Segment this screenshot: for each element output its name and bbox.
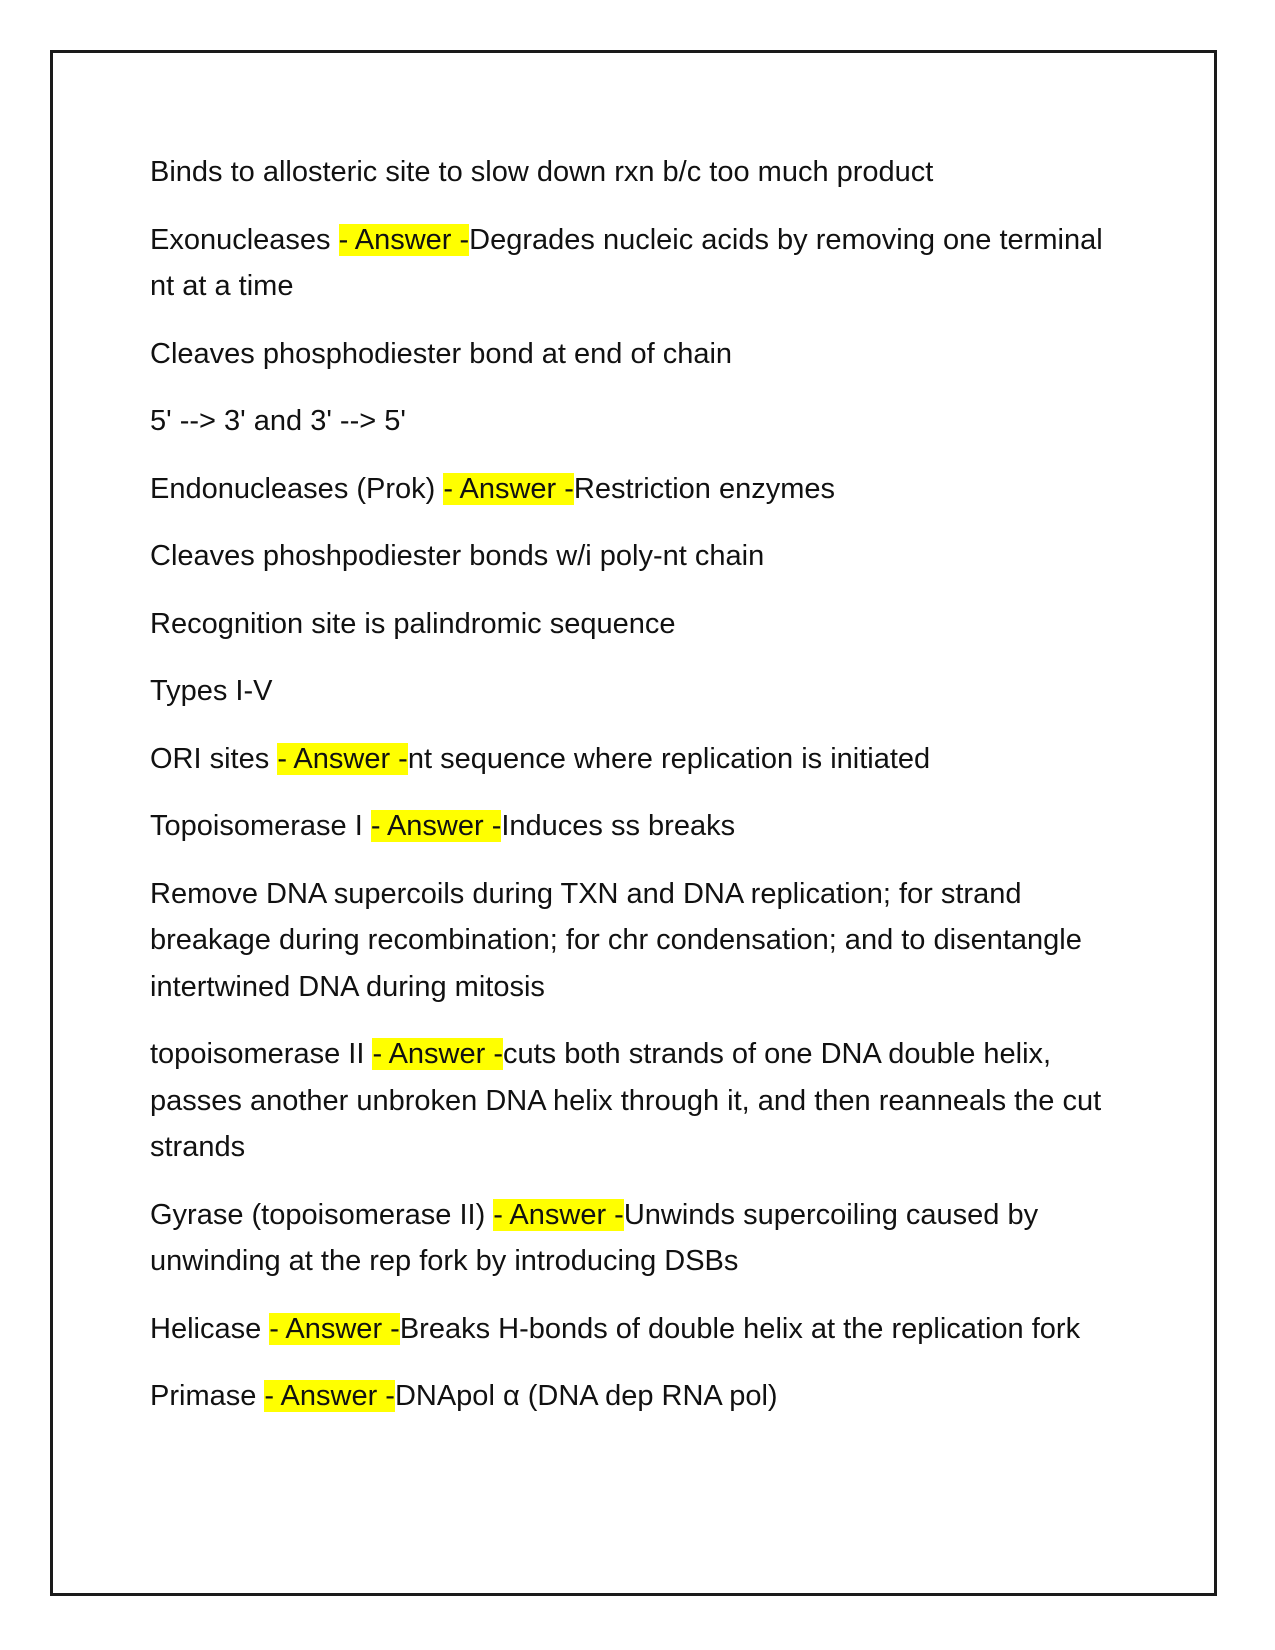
document-body: [150, 149, 1110, 1441]
answer-highlight: - Answer -: [269, 1312, 400, 1345]
definition-text: nt sequence where replication is initiated: [407, 742, 931, 775]
paragraph: [150, 149, 1110, 196]
definition-text: 5' --> 3' and 3' --> 5': [150, 405, 406, 437]
definition-text: Restriction enzymes: [573, 472, 835, 505]
answer-highlight: - Answer -: [277, 742, 408, 775]
paragraph: [150, 871, 1110, 1011]
term: Gyrase (topoisomerase II): [150, 1198, 494, 1231]
flashcard-entry: [150, 1192, 1110, 1285]
definition-text: Binds to allosteric site to slow down rxn b/c too much product: [150, 156, 934, 188]
term: ORI sites: [150, 742, 278, 775]
definition-text: Cleaves phoshpodiester bonds w/i poly-nt chain: [150, 540, 765, 572]
definition-text: cuts both strands of one DNA double helix, passes another unbroken DNA helix through it, and then reanneals the cut strands: [150, 1038, 1102, 1163]
definition-text: Remove DNA supercoils during TXN and DNA replication; for strand breakage during recombination; for chr condensation; and to disentangle intertwined DNA during mitosis: [150, 877, 1082, 1003]
flashcard-entry: [150, 1306, 1110, 1353]
flashcard-entry: [150, 1031, 1110, 1171]
definition-text: DNApol α (DNA dep RNA pol): [394, 1380, 778, 1412]
term: Primase: [150, 1380, 265, 1412]
term: topoisomerase II: [150, 1038, 373, 1070]
definition-text: Breaks H-bonds of double helix at the replication fork: [399, 1312, 1081, 1345]
definition-text: Recognition site is palindromic sequence: [150, 607, 676, 640]
flashcard-entry: [150, 466, 1110, 513]
flashcard-entry: [150, 217, 1110, 310]
paragraph: [150, 331, 1110, 378]
paragraph: [150, 533, 1110, 580]
flashcard-entry: [150, 803, 1110, 850]
answer-highlight: - Answer -: [372, 1038, 503, 1070]
paragraph: [150, 601, 1110, 648]
answer-highlight: - Answer -: [338, 223, 470, 256]
answer-highlight: - Answer -: [493, 1198, 624, 1231]
flashcard-entry: [150, 1373, 1110, 1420]
term: Helicase: [150, 1312, 270, 1345]
answer-highlight: - Answer -: [370, 810, 502, 842]
paragraph: [150, 668, 1110, 715]
flashcard-entry: [150, 736, 1110, 783]
definition-text: Cleaves phosphodiester bond at end of chain: [150, 337, 733, 370]
definition-text: Degrades nucleic acids by removing one terminal nt at a time: [150, 223, 1103, 302]
answer-highlight: - Answer -: [443, 472, 574, 505]
definition-text: Unwinds supercoiling caused by unwinding at the rep fork by introducing DSBs: [150, 1198, 1039, 1277]
definition-text: Induces ss breaks: [501, 810, 736, 842]
paragraph: [150, 398, 1110, 445]
answer-highlight: - Answer -: [264, 1380, 395, 1412]
term: Endonucleases (Prok): [150, 472, 444, 505]
term: Exonucleases: [150, 223, 339, 256]
term: Topoisomerase I: [150, 810, 371, 842]
definition-text: Types I-V: [150, 675, 273, 707]
